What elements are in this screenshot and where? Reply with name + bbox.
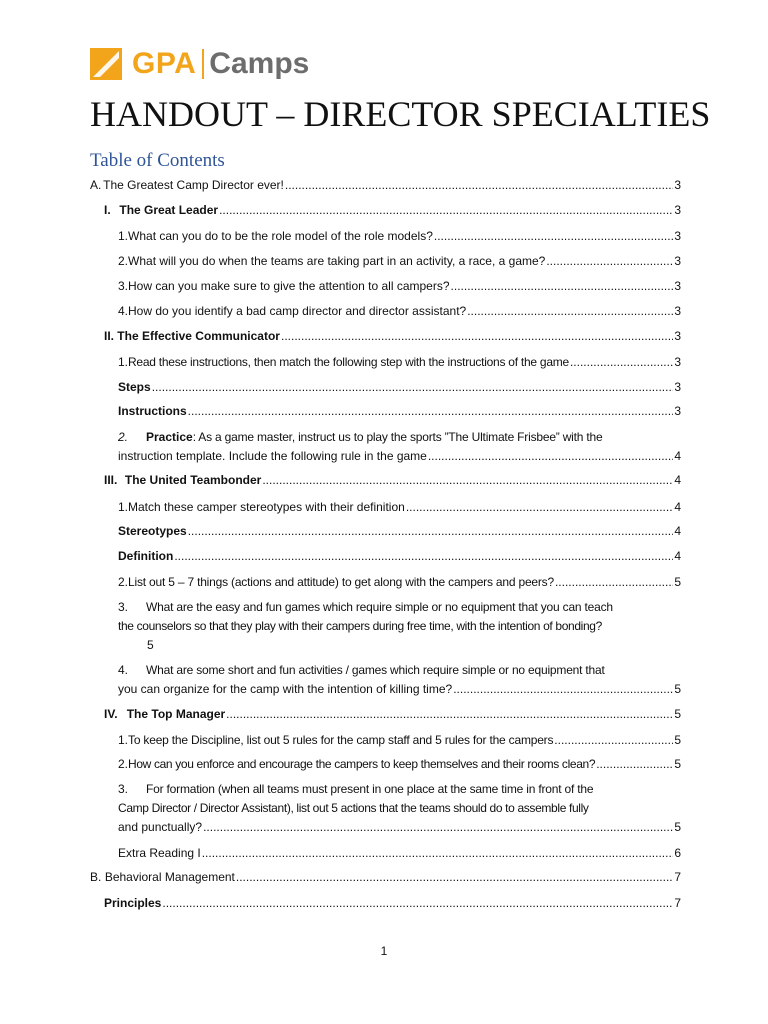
toc-entry-text: Read these instructions, then match the following step with the instructions of the game [128, 355, 569, 369]
toc-dot-leader [188, 523, 674, 539]
toc-entry-b[interactable] [90, 869, 681, 885]
toc-entry-text: Behavioral Management [104, 870, 235, 884]
toc-entry-i-3[interactable] [118, 278, 681, 294]
toc-page-number: 7 [674, 896, 681, 910]
toc-page-number: 3 [674, 229, 681, 243]
toc-dot-leader [202, 845, 674, 861]
toc-page-number: 4 [674, 500, 681, 514]
toc-page-number: 5 [674, 820, 681, 834]
toc-entry-i-4[interactable] [118, 303, 681, 319]
gpa-logo-icon [90, 48, 122, 80]
toc-entry-iii[interactable] [104, 472, 681, 488]
toc-entry-text: For formation (when all teams must present in one place at the same time in front of the [146, 782, 594, 796]
toc-dot-leader [406, 499, 673, 515]
toc-dot-leader [236, 869, 673, 885]
toc-entry-ii-1[interactable] [118, 354, 681, 370]
toc-entry-number: 1. [118, 733, 129, 747]
toc-page-number: 5 [674, 733, 681, 747]
toc-page-number: 5 [674, 575, 681, 589]
toc-entry-text: Match these camper stereotypes with their definition [128, 500, 405, 514]
toc-entry-text: The Great Leader [119, 203, 219, 217]
toc-entry-text: What will you do when the teams are taking part in an activity, a race, a game? [128, 254, 546, 268]
toc-entry-number: I. [104, 203, 111, 217]
toc-dot-leader [555, 574, 673, 590]
toc-entry-number: 2. [118, 430, 129, 444]
toc-page-number: 3 [674, 355, 681, 369]
toc-heading: Table of Contents [90, 150, 225, 171]
logo-divider [202, 49, 204, 79]
toc-page-number: 5 [674, 682, 681, 696]
toc-dot-leader [281, 328, 673, 344]
toc-entry-steps[interactable] [118, 379, 681, 395]
toc-entry-number: 3. [118, 782, 129, 796]
toc-page-number: 3 [674, 254, 681, 268]
toc-entry-text: The Greatest Camp Director ever! [103, 178, 284, 192]
toc-dot-leader [453, 681, 673, 697]
toc-page-number: 3 [674, 203, 681, 217]
toc-entry-text: The United Teambonder [124, 473, 262, 487]
toc-entry-number: 1. [118, 355, 129, 369]
toc-entry-text: How do you identify a bad camp director and director assistant? [128, 304, 467, 318]
toc-entry-iv-3[interactable] [118, 781, 681, 835]
toc-entry-text-cont: and punctually? [118, 820, 203, 834]
toc-page-number: 3 [674, 304, 681, 318]
toc-entry-text: The Top Manager [126, 707, 226, 721]
toc-entry-number: 2. [118, 757, 129, 771]
toc-page-number: 5 [674, 707, 681, 721]
toc-entry-text: Extra Reading I [118, 846, 201, 860]
toc-page-number: 3 [674, 329, 681, 343]
toc-entry-number: 1. [118, 500, 129, 514]
toc-dot-leader [262, 472, 673, 488]
toc-entry-number: A. [90, 178, 102, 192]
toc-entry-a[interactable] [90, 177, 681, 193]
toc-entry-number: 3. [118, 600, 129, 614]
toc-entry-stereotypes[interactable] [118, 523, 681, 539]
toc-page-number: 4 [674, 549, 681, 563]
toc-entry-instructions[interactable] [118, 403, 681, 419]
toc-entry-i-2[interactable] [118, 253, 681, 269]
toc-entry-iv[interactable] [104, 706, 681, 722]
toc-entry-text-cont: Camp Director / Director Assistant), list out 5 actions that the teams should do to assemble fully [118, 801, 589, 815]
toc-entry-iii-4[interactable] [118, 662, 681, 697]
toc-entry-text-cont: you can organize for the camp with the intention of killing time? [118, 682, 453, 696]
toc-entry-iv-2[interactable] [118, 756, 681, 772]
toc-dot-leader [285, 177, 673, 193]
toc-entry-principles[interactable] [104, 895, 681, 911]
toc-entry-number: 2. [118, 575, 129, 589]
toc-entry-text: List out 5 – 7 things (actions and attitude) to get along with the campers and peers? [128, 575, 554, 589]
toc-entry-number: 3. [118, 279, 129, 293]
toc-page-number: 5 [674, 757, 681, 771]
toc-entry-extra-reading[interactable] [118, 845, 681, 861]
toc-entry-text-cont: instruction template. Include the following rule in the game [118, 449, 427, 463]
toc-entry-ii[interactable] [104, 328, 681, 344]
toc-entry-text: Instructions [118, 404, 187, 418]
toc-entry-number: B. [90, 870, 102, 884]
toc-page-number: 3 [674, 404, 681, 418]
toc-page-number: 6 [674, 846, 681, 860]
toc-entry-number: 2. [118, 254, 129, 268]
toc-dot-leader [434, 228, 673, 244]
toc-entry-text: The Effective Communicator [117, 329, 280, 343]
toc-entry-iii-1[interactable] [118, 499, 681, 515]
toc-dot-leader [467, 303, 673, 319]
toc-entry-number: 4. [118, 304, 129, 318]
toc-entry-text: : As a game master, instruct us to play the sports ”The Ultimate Frisbee” with the [192, 430, 603, 444]
toc-dot-leader [428, 448, 673, 464]
toc-page-number: 3 [674, 279, 681, 293]
toc-dot-leader [570, 354, 673, 370]
toc-entry-number: 1. [118, 229, 129, 243]
toc-dot-leader [546, 253, 673, 269]
toc-entry-text-cont: the counselors so that they play with their campers during free time, with the intention of bonding? [118, 619, 602, 633]
toc-dot-leader [162, 895, 673, 911]
document-title: HANDOUT – DIRECTOR SPECIALTIES [90, 94, 711, 134]
toc-entry-number: 4. [118, 663, 129, 677]
toc-entry-number: III. [104, 473, 118, 487]
toc-entry-text: How can you enforce and encourage the campers to keep themselves and their rooms clean? [128, 757, 596, 771]
toc-page-number: 4 [674, 524, 681, 538]
toc-page-number: 4 [674, 449, 681, 463]
toc-entry-i[interactable] [104, 202, 681, 218]
toc-page-number: 4 [674, 473, 681, 487]
logo [90, 44, 309, 84]
toc-page-number: 5 [147, 638, 154, 652]
toc-entry-number: II. [104, 329, 115, 343]
toc-dot-leader [203, 819, 673, 835]
toc-entry-i-1[interactable] [118, 228, 681, 244]
page-number: 1 [380, 944, 388, 958]
toc-dot-leader [554, 732, 673, 748]
toc-entry-text: Steps [118, 380, 151, 394]
toc-dot-leader [226, 706, 673, 722]
toc-dot-leader [596, 756, 673, 772]
toc-entry-text: Definition [118, 549, 174, 563]
toc-page-number: 7 [674, 870, 681, 884]
toc-entry-text: Stereotypes [118, 524, 187, 538]
toc-page-number: 3 [674, 380, 681, 394]
toc-entry-text: What can you do to be the role model of the role models? [128, 229, 433, 243]
toc-entry-definition[interactable] [118, 548, 681, 564]
toc-entry-text: Principles [104, 896, 162, 910]
toc-entry-text: What are some short and fun activities / games which require simple or no equipment that [146, 663, 605, 677]
toc-page-number: 3 [674, 178, 681, 192]
toc-entry-text: What are the easy and fun games which require simple or no equipment that you can teach [146, 600, 613, 614]
toc-entry-label: Practice [146, 430, 193, 444]
toc-entry-iv-1[interactable] [118, 732, 681, 748]
toc-entry-ii-2[interactable] [118, 429, 681, 464]
logo-text-gpa: GPA [132, 47, 197, 80]
toc-dot-leader [219, 202, 673, 218]
toc-entry-text: How can you make sure to give the attention to all campers? [128, 279, 450, 293]
toc-dot-leader [451, 278, 674, 294]
toc-dot-leader [152, 379, 674, 395]
logo-text-camps: Camps [209, 47, 310, 80]
toc-entry-text: To keep the Discipline, list out 5 rules for the camp staff and 5 rules for the campers [128, 733, 554, 747]
toc-entry-iii-2[interactable] [118, 574, 681, 590]
toc-dot-leader [174, 548, 673, 564]
toc-entry-iii-3[interactable] [118, 599, 681, 653]
toc-dot-leader [188, 403, 674, 419]
toc-entry-number: IV. [104, 707, 118, 721]
